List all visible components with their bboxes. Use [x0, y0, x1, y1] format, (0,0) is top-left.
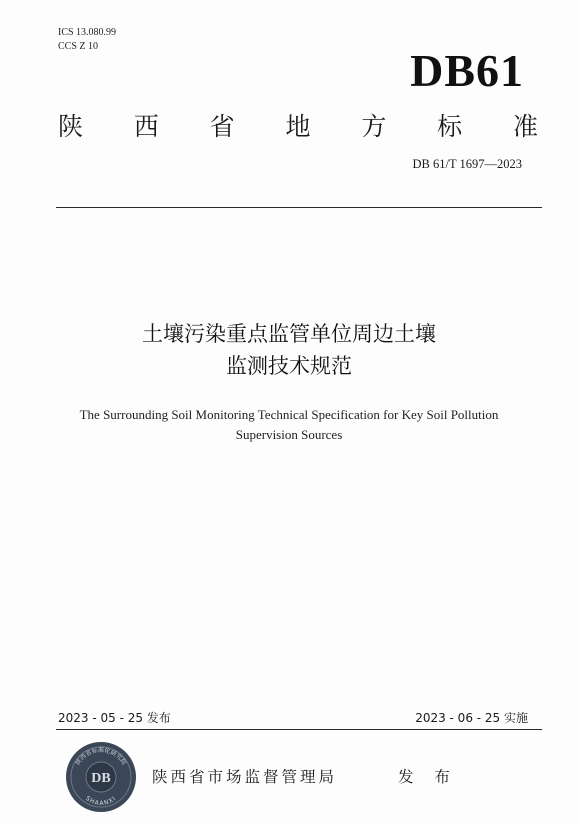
chinese-title-line-1: 土壤污染重点监管单位周边土壤 [142, 322, 436, 346]
seal-arc-text-top: 陕西省标准化研究院 [74, 747, 128, 767]
english-title-line-2: Supervision Sources [235, 427, 343, 442]
authority-seal-icon [64, 740, 138, 814]
header-divider [56, 207, 542, 208]
classification-codes [58, 26, 116, 54]
ics-code: ICS 13.080.99 [58, 27, 117, 38]
standard-type-char: 西 [133, 112, 159, 141]
ccs-code: CCS Z 10 [58, 41, 99, 52]
publish-label: 发 布 [398, 768, 458, 786]
standard-type-char: 准 [512, 112, 538, 141]
standard-type-char: 陕 [58, 112, 84, 141]
standard-type-char: 省 [209, 112, 235, 141]
standard-number: DB 61/T 1697—2023 [412, 157, 522, 171]
footer-divider [56, 729, 542, 730]
seal-arc-text-bottom: SHAANXI [84, 795, 118, 808]
implementation-date: 2023 - 06 - 25 实施 [415, 711, 528, 725]
english-title-line-1: The Surrounding Soil Monitoring Technical Specification for Key Soil Pollution [79, 407, 499, 422]
standard-type-char: 地 [285, 112, 311, 141]
issue-date: 2023 - 05 - 25 发布 [58, 711, 171, 725]
seal-center-text: DB [91, 771, 111, 786]
english-title [0, 405, 578, 445]
db-code-heading: DB61 [410, 45, 524, 96]
standard-type-char: 标 [437, 112, 463, 141]
chinese-title [0, 318, 578, 382]
standard-type-char: 方 [361, 112, 387, 141]
standard-type-heading [58, 112, 538, 142]
issuing-authority: 陕西省市场监督管理局 [152, 768, 338, 786]
chinese-title-line-2: 监测技术规范 [226, 354, 352, 378]
